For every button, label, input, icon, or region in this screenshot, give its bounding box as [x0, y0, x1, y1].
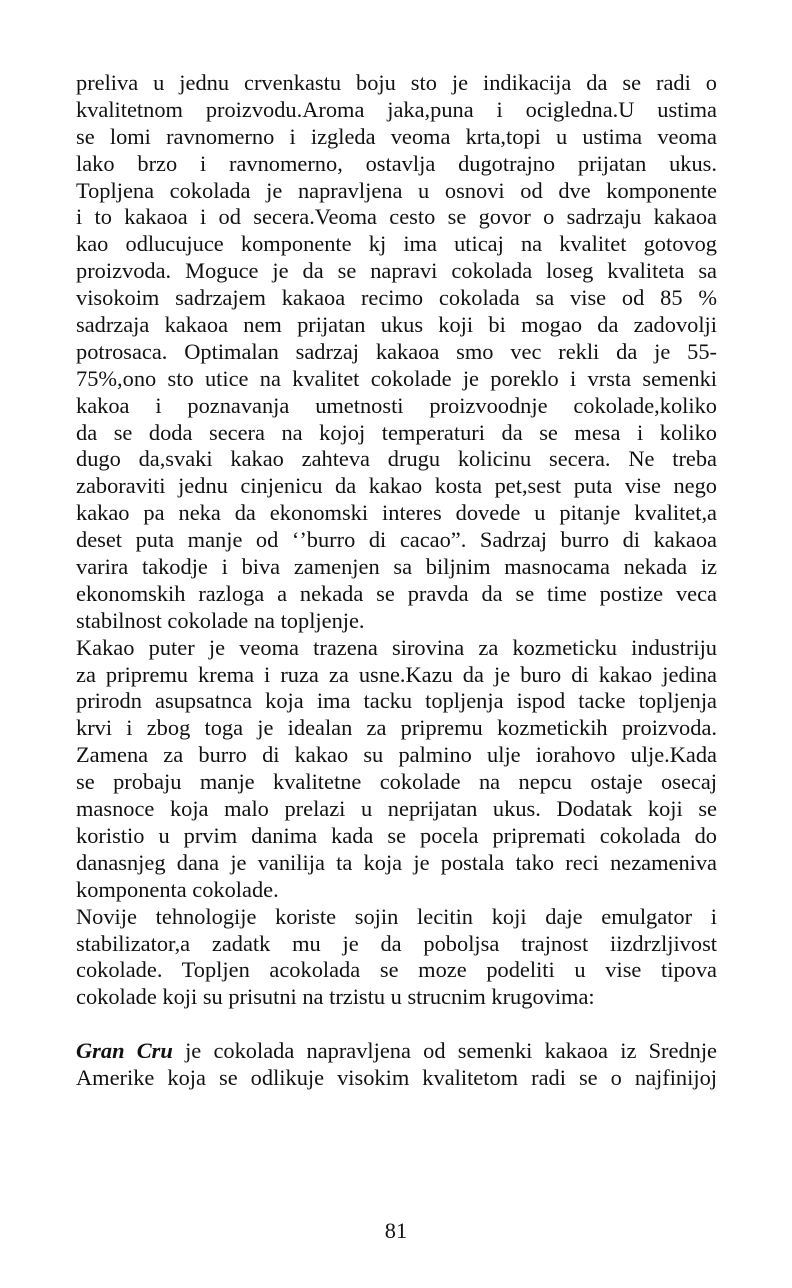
text-line: danasnjeg dana je vanilija ta koja je postala tako reci nezameniva: [76, 849, 717, 875]
text-line: 75%,ono sto utice na kvalitet cokolade je poreklo i vrsta semenki: [76, 365, 717, 391]
text-line: se lomi ravnomerno i izgleda veoma krta,topi u ustima veoma: [76, 123, 717, 149]
text-line: kvalitetnom proizvodu.Aroma jaka,puna i ocigledna.U ustima: [76, 96, 717, 122]
page-number: 81: [384, 1218, 408, 1243]
text-line: kao odlucujuce komponente kj ima uticaj na kvalitet gotovog: [76, 231, 717, 257]
text-line: da se doda secera na kojoj temperaturi da se mesa i koliko: [76, 419, 717, 445]
text-line: Zamena za burro di kakao su palmino ulje iorahovo ulje.Kada: [76, 742, 717, 768]
text-line: deset puta manje od ‘’burro di cacao”. Sadrzaj burro di kakaoa: [76, 527, 717, 553]
text-line: stabilnost cokolade na topljenje.: [76, 607, 365, 633]
text-line: za pripremu krema i ruza za usne.Kazu da je buro di kakao jedina: [76, 661, 717, 687]
text-line: i to kakaoa i od secera.Veoma cesto se govor o sadrzaju kakaoa: [76, 204, 717, 230]
paragraph-gran-cru: [76, 1038, 717, 1092]
term-gran-cru: Gran Cru: [76, 1038, 173, 1064]
text-line: cokolade koji su prisutni na trzistu u strucnim krugovima:: [76, 984, 595, 1010]
text-line: Topljena cokolada je napravljena u osnovi od dve komponente: [76, 177, 717, 203]
text-line: Amerike koja se odlikuje visokim kvalitetom radi se o najfinijoj: [76, 1064, 717, 1090]
text-line: visokoim sadrzajem kakaoa recimo cokolada sa vise od 85 %: [76, 285, 717, 311]
text-line: proizvoda. Moguce je da se napravi cokolada loseg kvaliteta sa: [76, 258, 717, 284]
paragraph-2: [76, 635, 717, 904]
text-line: se probaju manje kvalitetne cokolade na nepcu ostaje osecaj: [76, 769, 717, 795]
text-line: Novije tehnologije koriste sojin lecitin koji daje emulgator i: [76, 903, 717, 929]
text-line: dugo da,svaki kakao zahteva drugu kolicinu secera. Ne treba: [76, 446, 717, 472]
text-line: koristio u prvim danima kada se pocela pripremati cokolada do: [76, 822, 717, 848]
paragraph-3: [76, 904, 717, 1012]
page-body: [76, 70, 717, 1092]
text-line: zaboraviti jednu cinjenicu da kakao kosta pet,sest puta vise nego: [76, 473, 717, 499]
text-line: ekonomskih razloga a nekada se pravda da se time postize veca: [76, 580, 717, 606]
text-line: Kakao puter je veoma trazena sirovina za kozmeticku industriju: [76, 634, 717, 660]
text-line: varira takodje i biva zamenjen sa biljnim masnocama nekada iz: [76, 554, 717, 580]
text-line: [76, 1038, 717, 1065]
text-line: cokolade. Topljen acokolada se moze podeliti u vise tipova: [76, 957, 717, 983]
text-line: stabilizator,a zadatk mu je da poboljsa trajnost iizdrzljivost: [76, 930, 717, 956]
text-line: krvi i zbog toga je idealan za pripremu kozmetickih proizvoda.: [76, 715, 717, 741]
text-line: sadrzaja kakaoa nem prijatan ukus koji bi mogao da zadovolji: [76, 312, 717, 338]
text-line: kakoa i poznavanja umetnosti proizvoodnje cokolade,koliko: [76, 392, 717, 418]
text-line: preliva u jednu crvenkastu boju sto je indikacija da se radi o: [76, 70, 717, 95]
paragraph-1: [76, 70, 717, 635]
text-line: kakao pa neka da ekonomski interes dovede u pitanje kvalitet,a: [76, 500, 717, 526]
blank-line: [76, 1011, 717, 1038]
text-fragment: je cokolada napravljena od semenki kakaoa iz Srednje: [172, 1038, 717, 1064]
text-line: potrosaca. Optimalan sadrzaj kakaoa smo vec rekli da je 55-: [76, 338, 717, 364]
text-line: komponenta cokolade.: [76, 876, 279, 902]
text-line: prirodn asupsatnca koja ima tacku topljenja ispod tacke topljenja: [76, 688, 717, 714]
text-line: masnoce koja malo prelazi u neprijatan ukus. Dodatak koji se: [76, 796, 717, 822]
text-line: lako brzo i ravnomerno, ostavlja dugotrajno prijatan ukus.: [76, 150, 717, 176]
